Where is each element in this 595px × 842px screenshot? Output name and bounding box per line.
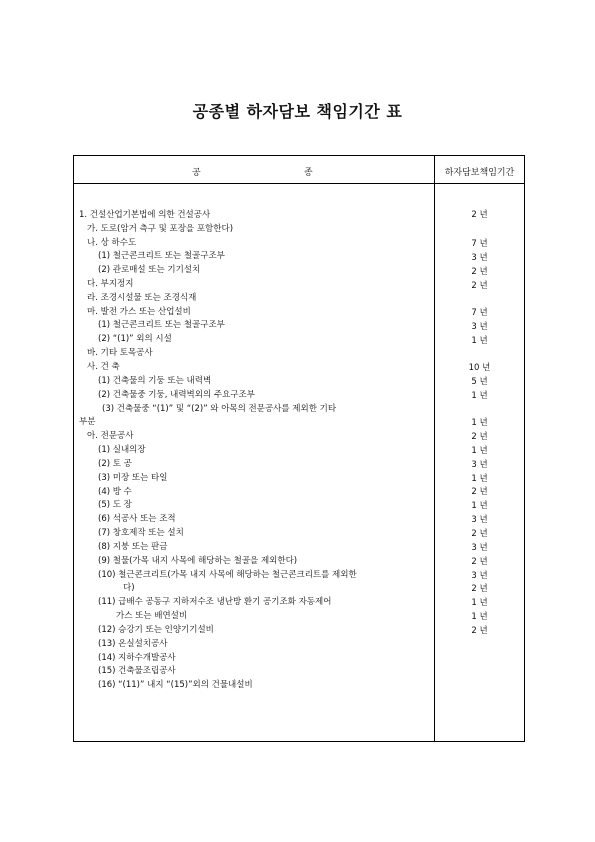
work-type-line: (8) 지붕 또는 판금 bbox=[98, 542, 168, 552]
work-type-line: (13) 온실설치공사 bbox=[98, 639, 168, 649]
warranty-period-value: 3 년 bbox=[471, 543, 488, 553]
warranty-period-value: 3 년 bbox=[471, 571, 488, 581]
work-type-line: (9) 철물(가목 내지 사목에 해당하는 철골을 제외한다) bbox=[98, 556, 298, 566]
work-type-line: (12) 승강기 또는 인양기기설비 bbox=[98, 625, 214, 635]
work-type-line: 부분 bbox=[79, 417, 96, 427]
work-type-line: (16) “(11)” 내지 “(15)”외의 건물내설비 bbox=[98, 680, 253, 690]
work-type-line: 가. 도로(암거 측구 및 포장을 포함한다) bbox=[87, 224, 234, 234]
work-type-line: (3) 건축물중 “(1)” 및 “(2)” 와 아목의 전문공사를 제외한 기타 bbox=[102, 404, 337, 414]
warranty-period-value: 3 년 bbox=[471, 322, 488, 332]
header-work-type-part-1: 공 bbox=[192, 168, 201, 178]
work-type-line: 나. 상 하수도 bbox=[87, 238, 137, 248]
work-type-line: (11) 급배수 공동구 지하저수조 냉난방 환기 공기조화 자동제어 bbox=[98, 597, 332, 607]
warranty-period-value: 10 년 bbox=[468, 363, 491, 373]
work-type-line: (6) 석공사 또는 조적 bbox=[98, 514, 176, 524]
work-type-line: (1) 건축물의 기둥 또는 내력벽 bbox=[98, 376, 212, 386]
page-title: 공종별 하자담보 책임기간 표 bbox=[192, 102, 403, 121]
work-type-line: (5) 도 장 bbox=[98, 500, 132, 510]
work-type-line: 라. 조경시설물 또는 조경식재 bbox=[87, 293, 197, 303]
work-type-line: 가스 또는 배연설비 bbox=[116, 611, 188, 621]
work-type-line: (10) 철근콘크리트(가목 내지 사목에 해당하는 철근콘크리트를 제외한 bbox=[98, 570, 357, 580]
work-type-line: (14) 지하수개발공사 bbox=[98, 653, 176, 663]
warranty-period-value: 2 년 bbox=[471, 584, 488, 594]
work-type-line: 사. 건 축 bbox=[87, 362, 120, 372]
work-type-line: (4) 방 수 bbox=[98, 487, 132, 497]
warranty-period-value: 1 년 bbox=[471, 612, 488, 622]
work-type-line: 아. 전문공사 bbox=[87, 431, 134, 441]
work-type-line: (3) 미장 또는 타일 bbox=[98, 473, 168, 483]
work-type-line: 마. 발전 가스 또는 산업설비 bbox=[87, 307, 191, 317]
warranty-period-value: 7 년 bbox=[471, 308, 488, 318]
warranty-period-value: 2 년 bbox=[471, 626, 488, 636]
warranty-period-value: 1 년 bbox=[471, 336, 488, 346]
warranty-period-value: 1 년 bbox=[471, 391, 488, 401]
work-type-line: (2) 건축물중 기둥, 내력벽외의 주요구조부 bbox=[98, 390, 255, 400]
warranty-period-value: 2 년 bbox=[471, 487, 488, 497]
warranty-period-value: 7 년 bbox=[471, 239, 488, 249]
warranty-period-value: 1 년 bbox=[471, 418, 488, 428]
warranty-period-value: 3 년 bbox=[471, 253, 488, 263]
work-type-line: (15) 건축물조립공사 bbox=[98, 666, 176, 676]
warranty-period-value: 2 년 bbox=[471, 529, 488, 539]
work-type-line: (1) 실내의장 bbox=[98, 445, 146, 455]
warranty-period-value: 2 년 bbox=[471, 432, 488, 442]
warranty-period-value: 3 년 bbox=[471, 460, 488, 470]
work-type-line: (1) 철근콘크리트 또는 철골구조부 bbox=[98, 251, 225, 261]
warranty-period-value: 2 년 bbox=[471, 557, 488, 567]
warranty-period-value: 2 년 bbox=[471, 281, 488, 291]
work-type-line: (1) 철근콘크리트 또는 철골구조부 bbox=[98, 320, 225, 330]
header-work-type-part-2: 종 bbox=[304, 168, 313, 178]
work-type-line: 다. 부지정지 bbox=[87, 279, 134, 289]
warranty-period-value: 1 년 bbox=[471, 598, 488, 608]
work-type-line: (2) “(1)” 외의 시설 bbox=[98, 334, 172, 344]
header-warranty-period: 하자담보책임기간 bbox=[444, 168, 515, 178]
warranty-period-value: 5 년 bbox=[471, 377, 488, 387]
warranty-period-value: 2 년 bbox=[471, 267, 488, 277]
warranty-period-value: 2 년 bbox=[471, 210, 488, 220]
work-type-line: 1. 건설산업기본법에 의한 건설공사 bbox=[79, 210, 211, 220]
warranty-table bbox=[73, 155, 525, 742]
work-type-line: 바. 기타 토목공사 bbox=[87, 348, 153, 358]
work-type-line: 다) bbox=[123, 583, 135, 593]
work-type-line: (2) 관로매설 또는 기기설치 bbox=[98, 265, 201, 275]
warranty-period-value: 1 년 bbox=[471, 474, 488, 484]
warranty-period-value: 3 년 bbox=[471, 515, 488, 525]
warranty-period-value: 1 년 bbox=[471, 501, 488, 511]
work-type-line: (2) 토 공 bbox=[98, 459, 132, 469]
work-type-line: (7) 창호제작 또는 설치 bbox=[98, 528, 184, 538]
header-divider bbox=[74, 183, 524, 184]
warranty-period-value: 1 년 bbox=[471, 446, 488, 456]
